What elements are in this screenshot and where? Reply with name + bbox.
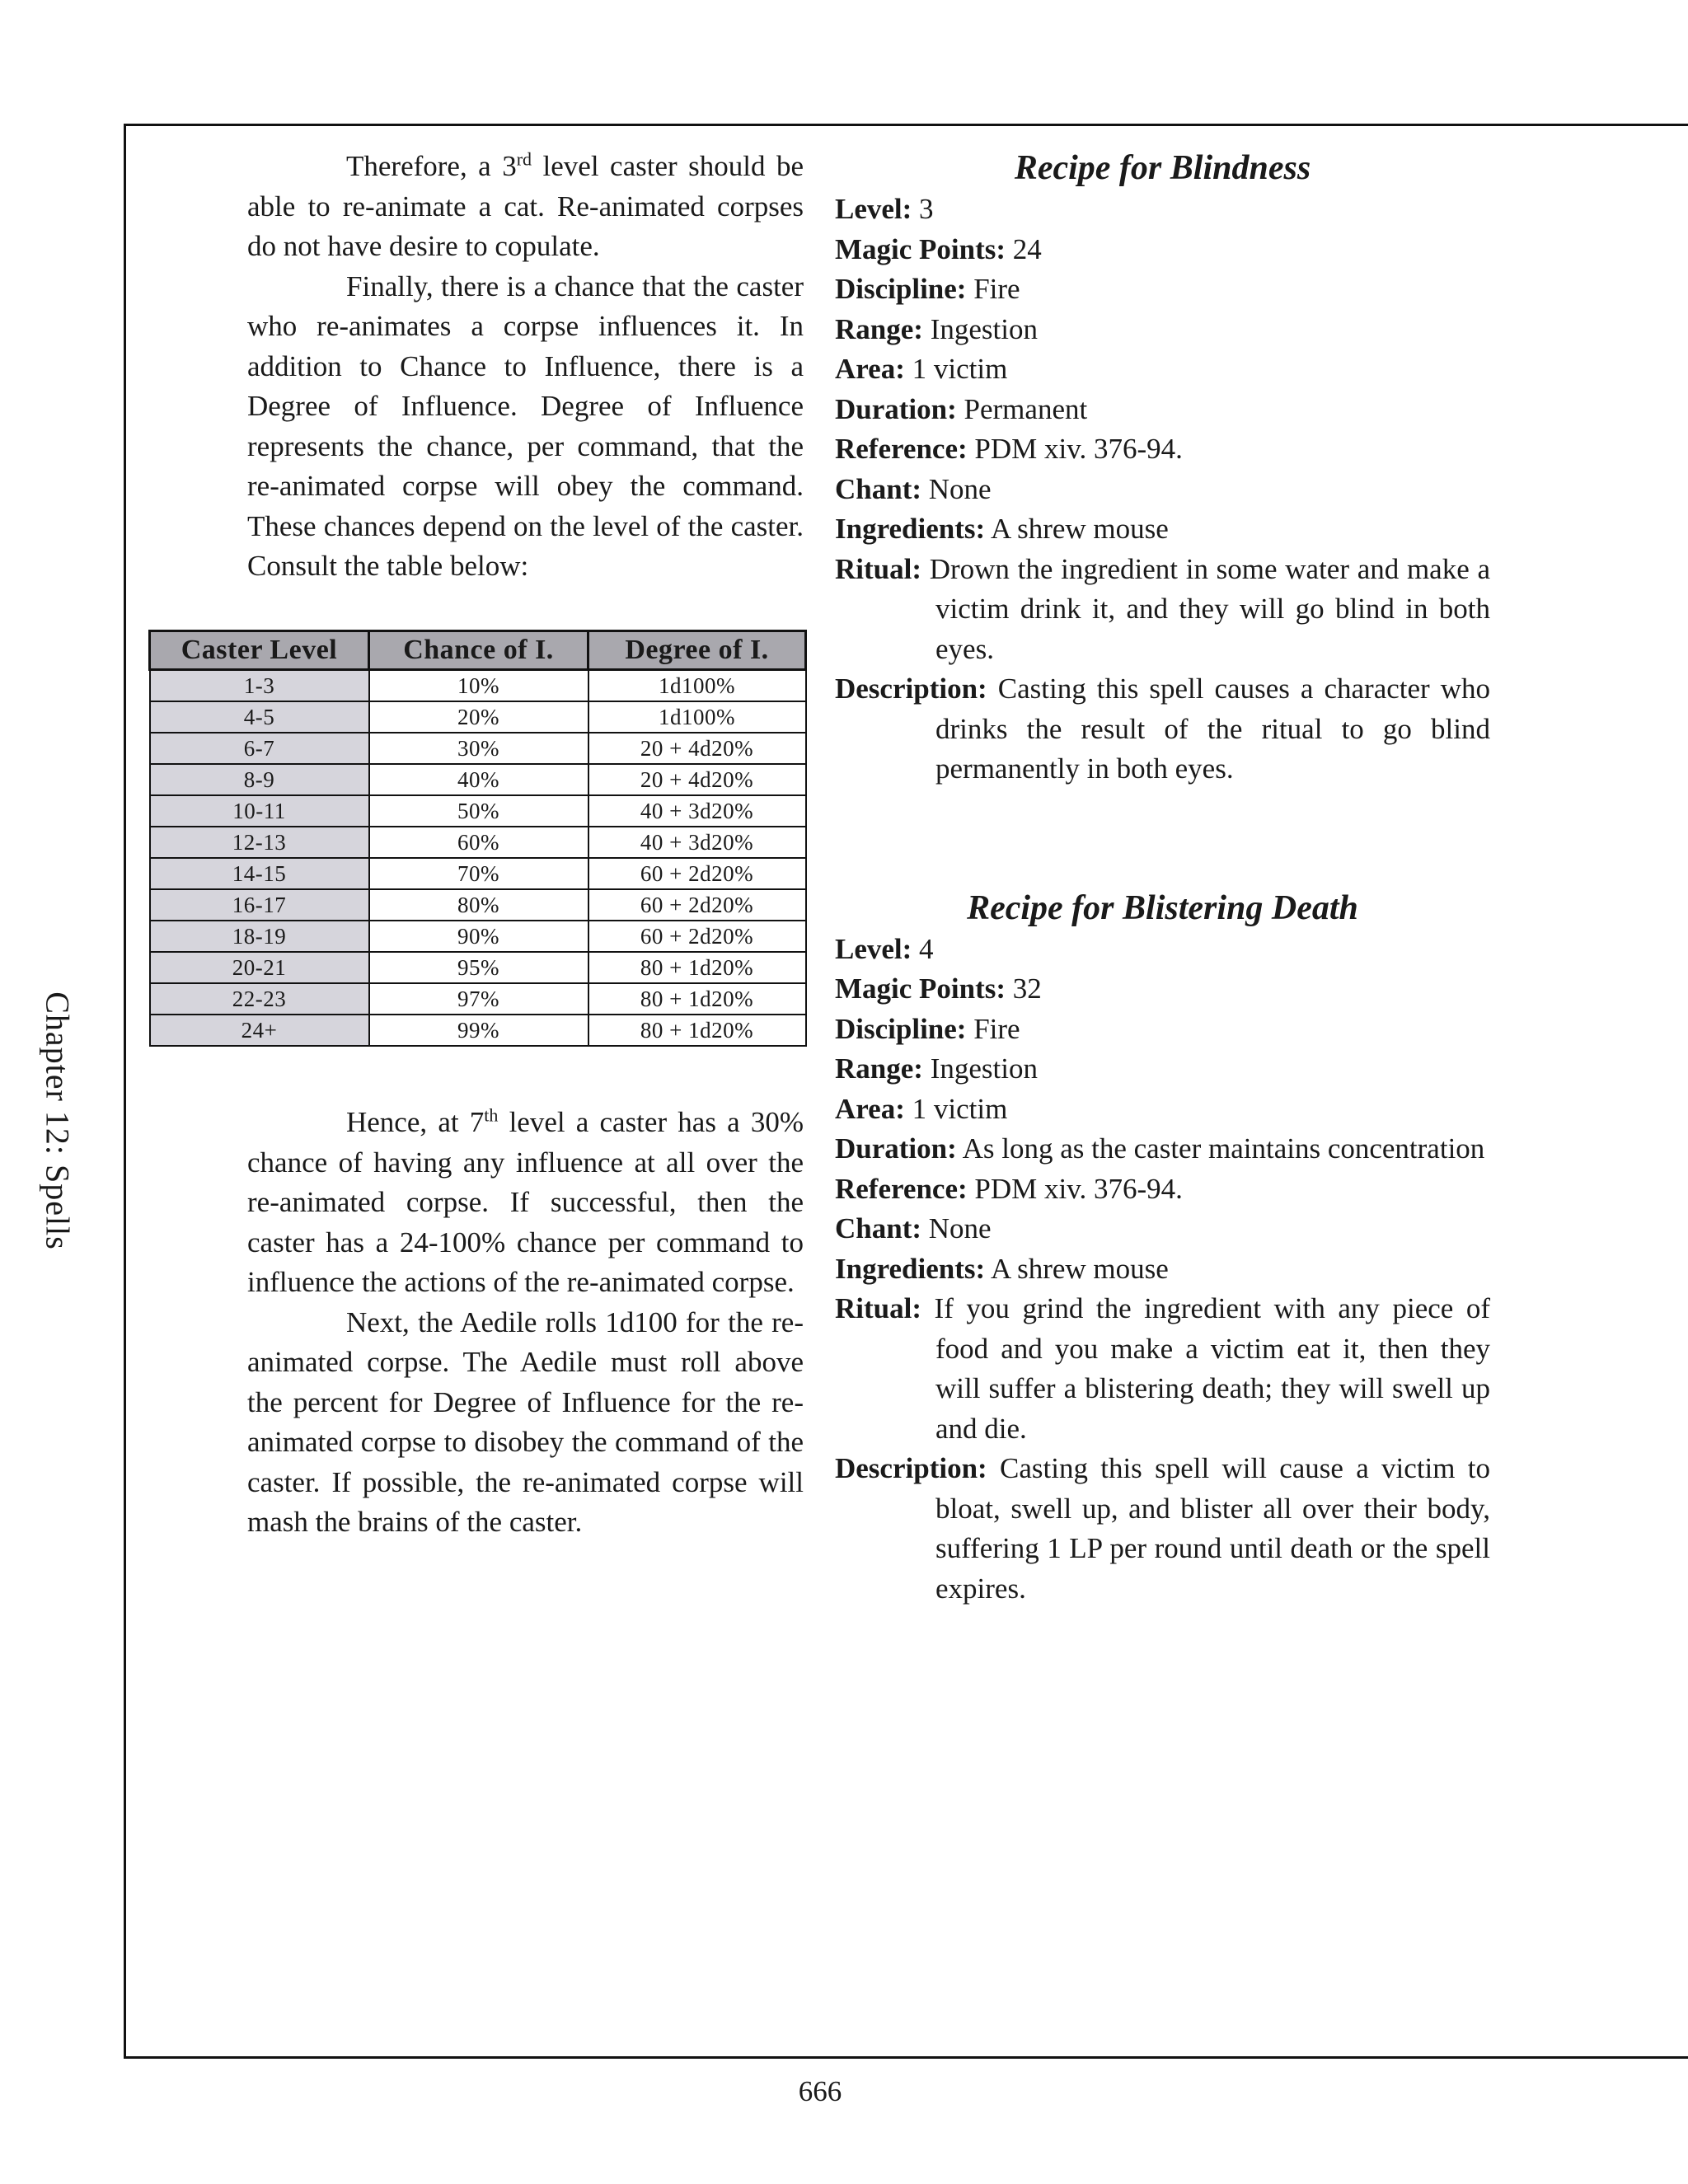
paragraph-degree-of-influence: Finally, there is a chance that the caster who re-animates a corpse influences it. In addition to Chance to Influence, there is a Degree of Influence. Degree of Influence represents the chance, per command, that the re-animated corpse will obey the command. These chances depend on the level of the caster. Consult the table below: bbox=[247, 269, 804, 582]
table-cell: 80 + 1d20% bbox=[588, 1015, 806, 1046]
table-cell: 1-3 bbox=[150, 670, 369, 702]
spell-fields bbox=[835, 930, 1490, 1610]
field-value: Fire bbox=[966, 273, 1020, 305]
spell-blistering-death bbox=[835, 887, 1490, 1610]
table-cell: 80 + 1d20% bbox=[588, 983, 806, 1015]
field-value: 4 bbox=[912, 932, 934, 965]
table-cell: 99% bbox=[369, 1015, 588, 1046]
table-row bbox=[150, 733, 806, 764]
field-value: PDM xiv. 376-94. bbox=[967, 433, 1183, 465]
field-key: Range: bbox=[835, 1052, 923, 1085]
page-number: 666 bbox=[798, 2075, 842, 2107]
column-header: Caster Level bbox=[150, 631, 369, 670]
spell-field bbox=[835, 509, 1490, 550]
spell-field bbox=[835, 390, 1490, 430]
influence-table bbox=[148, 630, 807, 1047]
field-value: Casting this spell will cause a victim to bloat, swell up, and blister all over their body, suffering 1 LP per round until death or the spell expires. bbox=[935, 1452, 1490, 1605]
table-cell: 80 + 1d20% bbox=[588, 952, 806, 983]
field-key: Duration: bbox=[835, 1132, 957, 1165]
field-value: A shrew mouse bbox=[985, 513, 1169, 545]
table-cell: 20 + 4d20% bbox=[588, 764, 806, 795]
field-key: Discipline: bbox=[835, 1012, 967, 1045]
table-cell: 20-21 bbox=[150, 952, 369, 983]
field-value: 32 bbox=[1006, 972, 1042, 1005]
left-column bbox=[247, 147, 804, 587]
field-value: If you grind the ingredient with any piece of food and you make a victim eat it, then they will suffer a blistering death; they will swell up and die. bbox=[921, 1292, 1490, 1445]
table-cell: 60 + 2d20% bbox=[588, 858, 806, 889]
field-value: Ingestion bbox=[922, 1052, 1038, 1085]
field-key: Level: bbox=[835, 193, 912, 225]
table-cell: 70% bbox=[369, 858, 588, 889]
table-row bbox=[150, 889, 806, 921]
table-cell: 14-15 bbox=[150, 858, 369, 889]
table-cell: 1d100% bbox=[588, 701, 806, 733]
spell-field bbox=[835, 470, 1490, 510]
spell-field bbox=[835, 349, 1490, 390]
table-cell: 20% bbox=[369, 701, 588, 733]
table-cell: 80% bbox=[369, 889, 588, 921]
table-cell: 24+ bbox=[150, 1015, 369, 1046]
spell-title: Recipe for Blistering Death bbox=[967, 888, 1358, 927]
table-cell: 1d100% bbox=[588, 670, 806, 702]
table-cell: 4-5 bbox=[150, 701, 369, 733]
spell-field bbox=[835, 429, 1490, 470]
field-key: Ingredients: bbox=[835, 1252, 986, 1285]
column-header: Chance of I. bbox=[369, 631, 588, 670]
table-header-row bbox=[150, 631, 806, 670]
field-key: Reference: bbox=[835, 433, 968, 465]
spell-field bbox=[835, 1449, 1490, 1609]
field-key: Description: bbox=[835, 1452, 987, 1484]
spell-field bbox=[835, 550, 1490, 670]
field-key: Reference: bbox=[835, 1172, 968, 1205]
table-row bbox=[150, 952, 806, 983]
field-key: Discipline: bbox=[835, 273, 967, 305]
spell-field bbox=[835, 1090, 1490, 1130]
page-frame-left-rule bbox=[124, 124, 126, 2059]
field-key: Magic Points: bbox=[835, 232, 1006, 265]
table-cell: 20 + 4d20% bbox=[588, 733, 806, 764]
spell-field bbox=[835, 1169, 1490, 1210]
spell-field bbox=[835, 230, 1490, 270]
spell-fields bbox=[835, 190, 1490, 790]
field-key: Area: bbox=[835, 353, 905, 385]
table-row bbox=[150, 983, 806, 1015]
spell-field bbox=[835, 1289, 1490, 1449]
table-cell: 30% bbox=[369, 733, 588, 764]
field-value: 3 bbox=[912, 193, 934, 225]
table-cell: 10-11 bbox=[150, 795, 369, 827]
field-value: 1 victim bbox=[904, 353, 1008, 385]
field-key: Area: bbox=[835, 1092, 905, 1125]
field-value: A shrew mouse bbox=[985, 1252, 1169, 1285]
field-value: Fire bbox=[966, 1012, 1020, 1045]
spell-field bbox=[835, 930, 1490, 970]
paragraph-hence: Hence, at 7th level a caster has a 30% chance of having any influence at all over the re-animated corpse. If successful, then the caster has a 24-100% chance per command to influence the actions of the re-animated corpse. bbox=[247, 1104, 804, 1298]
influence-table-container bbox=[148, 630, 804, 1047]
table-cell: 97% bbox=[369, 983, 588, 1015]
spell-field bbox=[835, 969, 1490, 1010]
table-cell: 40 + 3d20% bbox=[588, 827, 806, 858]
table-cell: 95% bbox=[369, 952, 588, 983]
field-value: None bbox=[921, 1212, 992, 1244]
field-value: PDM xiv. 376-94. bbox=[967, 1172, 1183, 1205]
page-frame-bottom-rule bbox=[124, 2056, 1688, 2059]
spell-field bbox=[835, 190, 1490, 230]
field-key: Ingredients: bbox=[835, 513, 986, 545]
table-cell: 60 + 2d20% bbox=[588, 889, 806, 921]
field-key: Description: bbox=[835, 673, 987, 705]
table-cell: 40% bbox=[369, 764, 588, 795]
table-row bbox=[150, 827, 806, 858]
table-row bbox=[150, 670, 806, 702]
paragraph-aedile-roll: Next, the Aedile rolls 1d100 for the re-animated corpse. The Aedile must roll above the percent for Degree of Influence for the re-animated corpse to disobey the command of the caster. If possible, the re-animated corpse will mash the brains of the caster. bbox=[247, 1305, 804, 1538]
table-cell: 8-9 bbox=[150, 764, 369, 795]
table-cell: 22-23 bbox=[150, 983, 369, 1015]
table-cell: 90% bbox=[369, 921, 588, 952]
table-row bbox=[150, 858, 806, 889]
field-key: Ritual: bbox=[835, 1292, 921, 1324]
field-value: Permanent bbox=[956, 392, 1088, 425]
right-column bbox=[835, 147, 1490, 1609]
table-cell: 6-7 bbox=[150, 733, 369, 764]
spell-blindness bbox=[835, 147, 1490, 790]
table-row bbox=[150, 795, 806, 827]
spell-title: Recipe for Blindness bbox=[1014, 149, 1311, 187]
spell-field bbox=[835, 1010, 1490, 1050]
table-body bbox=[150, 670, 806, 1047]
field-key: Chant: bbox=[835, 1212, 922, 1244]
field-key: Ritual: bbox=[835, 552, 921, 585]
field-value: Drown the ingredient in some water and make a victim drink it, and they will go blind in both eyes. bbox=[921, 552, 1490, 665]
table-row bbox=[150, 701, 806, 733]
field-key: Chant: bbox=[835, 472, 922, 505]
field-value: Casting this spell causes a character who drinks the result of the ritual to go blind permanently in both eyes. bbox=[935, 673, 1490, 785]
table-cell: 10% bbox=[369, 670, 588, 702]
field-value: 1 victim bbox=[904, 1092, 1008, 1125]
field-key: Range: bbox=[835, 312, 923, 345]
table-cell: 18-19 bbox=[150, 921, 369, 952]
table-cell: 40 + 3d20% bbox=[588, 795, 806, 827]
spell-field bbox=[835, 1049, 1490, 1090]
left-column-lower bbox=[247, 1103, 804, 1543]
table-row bbox=[150, 921, 806, 952]
column-header: Degree of I. bbox=[588, 631, 806, 670]
chapter-side-label: Chapter 12: Spells bbox=[39, 991, 77, 1250]
spell-field bbox=[835, 1249, 1490, 1290]
field-key: Level: bbox=[835, 932, 912, 965]
table-row bbox=[150, 764, 806, 795]
field-value: Ingestion bbox=[922, 312, 1038, 345]
field-key: Duration: bbox=[835, 392, 957, 425]
paragraph-caster-level: Therefore, a 3rd level caster should be able to re-animate a cat. Re-animated corpses do not have desire to copulate. bbox=[247, 148, 804, 262]
spell-field bbox=[835, 269, 1490, 310]
page-frame-top-rule bbox=[124, 124, 1688, 126]
field-value: None bbox=[921, 472, 992, 505]
table-cell: 60 + 2d20% bbox=[588, 921, 806, 952]
table-cell: 16-17 bbox=[150, 889, 369, 921]
table-cell: 60% bbox=[369, 827, 588, 858]
spell-field bbox=[835, 1209, 1490, 1249]
spell-field bbox=[835, 669, 1490, 790]
field-key: Magic Points: bbox=[835, 972, 1006, 1005]
field-value: 24 bbox=[1006, 232, 1042, 265]
table-cell: 50% bbox=[369, 795, 588, 827]
table-cell: 12-13 bbox=[150, 827, 369, 858]
table-row bbox=[150, 1015, 806, 1046]
spell-field bbox=[835, 1129, 1490, 1169]
field-value: As long as the caster maintains concentration bbox=[956, 1132, 1485, 1165]
spell-field bbox=[835, 310, 1490, 350]
